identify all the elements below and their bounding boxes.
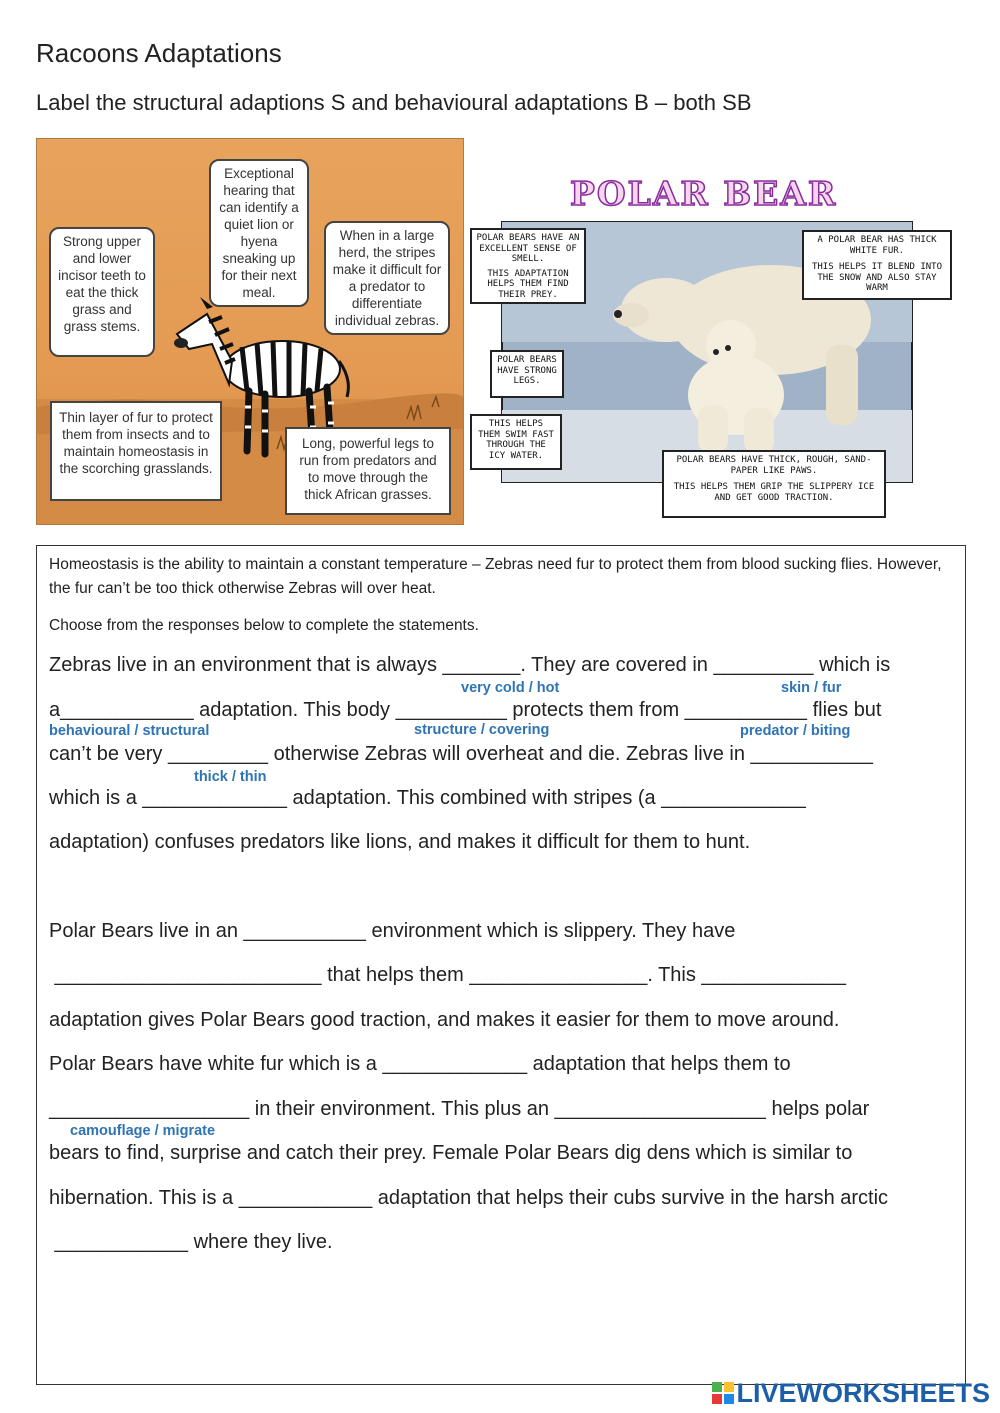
statement-line-13: ____________ where they live.: [49, 1231, 333, 1253]
statement-line-7: ________________________ that helps them ________________. This _____________: [49, 964, 847, 986]
zebra-diagram: [36, 138, 464, 525]
instruction-text: Label the structural adaptions S and behavioural adaptations B – both SB: [36, 90, 752, 115]
polar-fur-callout: [802, 230, 952, 300]
statement-line-11: bears to find, surprise and catch their prey. Female Polar Bears dig dens which is similar to: [49, 1142, 853, 1164]
statement-line-10: __________________ in their environment. This plus an ___________________ helps polar: [49, 1098, 870, 1120]
zebra-fur-callout: Thin layer of fur to protect them from insects and to maintain homeostasis in the scorching grasslands.: [50, 401, 222, 501]
hint-pest[interactable]: predator / biting: [740, 723, 851, 739]
hint-adaptation-type[interactable]: behavioural / structural: [49, 723, 210, 739]
statement-line-5: adaptation) confuses predators like lions, and makes it difficult for them to hunt.: [49, 831, 751, 853]
page-title: Racoons Adaptations: [36, 38, 282, 68]
polar-fur-help-text: THIS HELPS IT BLEND INTO THE SNOW AND ALSO STAY WARM: [811, 262, 943, 293]
polar-legs-help-callout: THIS HELPS THEM SWIM FAST THROUGH THE ICY WATER.: [470, 414, 562, 470]
hint-thickness[interactable]: thick / thin: [194, 769, 267, 785]
polar-smell-help-text: THIS ADAPTATION HELPS THEM FIND THEIR PREY.: [487, 268, 569, 300]
polar-paws-help-text: THIS HELPS THEM GRIP THE SLIPPERY ICE AND GET GOOD TRACTION.: [673, 482, 875, 503]
hint-covering[interactable]: skin / fur: [781, 680, 842, 696]
liveworksheets-logo-icon: [712, 1382, 734, 1404]
statement-line-4: which is a _____________ adaptation. This combined with stripes (a _____________: [49, 787, 806, 809]
zebra-hearing-callout: Exceptional hearing that can identify a quiet lion or hyena sneaking up for their next meal.: [209, 159, 309, 307]
statement-line-12: hibernation. This is a ____________ adaptation that helps their cubs survive in the harsh arctic: [49, 1187, 889, 1209]
zebra-herd-callout: When in a large herd, the stripes make it difficult for a predator to differentiate individual zebras.: [324, 221, 450, 335]
polar-bear-diagram: [466, 170, 960, 522]
worksheet-box: [36, 545, 966, 1385]
statement-line-9: Polar Bears have white fur which is a _____________ adaptation that helps them to: [49, 1053, 791, 1075]
choose-instruction: Choose from the responses below to complete the statements.: [49, 617, 479, 634]
liveworksheets-logo[interactable]: [712, 1378, 990, 1409]
statement-line-6: Polar Bears live in an ___________ environment which is slippery. They have: [49, 920, 736, 942]
polar-fur-text: A POLAR BEAR HAS THICK WHITE FUR.: [817, 235, 937, 256]
statement-line-8: adaptation gives Polar Bears good traction, and makes it easier for them to move around.: [49, 1009, 840, 1031]
zebra-teeth-callout: Strong upper and lower incisor teeth to eat the thick grass and grass stems.: [49, 227, 155, 357]
polar-smell-text: POLAR BEARS HAVE AN EXCELLENT SENSE OF SMELL.: [476, 233, 580, 264]
zebra-legs-callout: Long, powerful legs to run from predators and to move through the thick African grasses.: [285, 427, 451, 515]
logo-text: LIVEWORKSHEETS: [736, 1378, 990, 1408]
polar-smell-callout: [470, 228, 586, 304]
homeostasis-intro: Homeostasis is the ability to maintain a constant temperature – Zebras need fur to protect them from blood sucking flies. However, the fur can’t be too thick otherwise Zebras will over heat.: [49, 556, 942, 597]
hint-temperature[interactable]: very cold / hot: [461, 680, 560, 696]
polar-paws-text: POLAR BEARS HAVE THICK, ROUGH, SAND-PAPER LIKE PAWS.: [676, 455, 872, 476]
hint-fur-use[interactable]: camouflage / migrate: [70, 1123, 216, 1139]
polar-legs-callout: POLAR BEARS HAVE STRONG LEGS.: [490, 350, 564, 398]
statement-line-2: a____________ adaptation. This body __________ protects them from ___________ flies but: [49, 699, 882, 721]
statement-line-3: can’t be very _________ otherwise Zebras will overheat and die. Zebras live in ___________: [49, 743, 873, 765]
polar-paws-callout: [662, 450, 886, 518]
hint-body-part[interactable]: structure / covering: [414, 722, 550, 738]
polar-bear-title: POLAR BEAR: [570, 174, 838, 213]
statement-line-1: Zebras live in an environment that is always _______. They are covered in _________ which is: [49, 654, 891, 676]
